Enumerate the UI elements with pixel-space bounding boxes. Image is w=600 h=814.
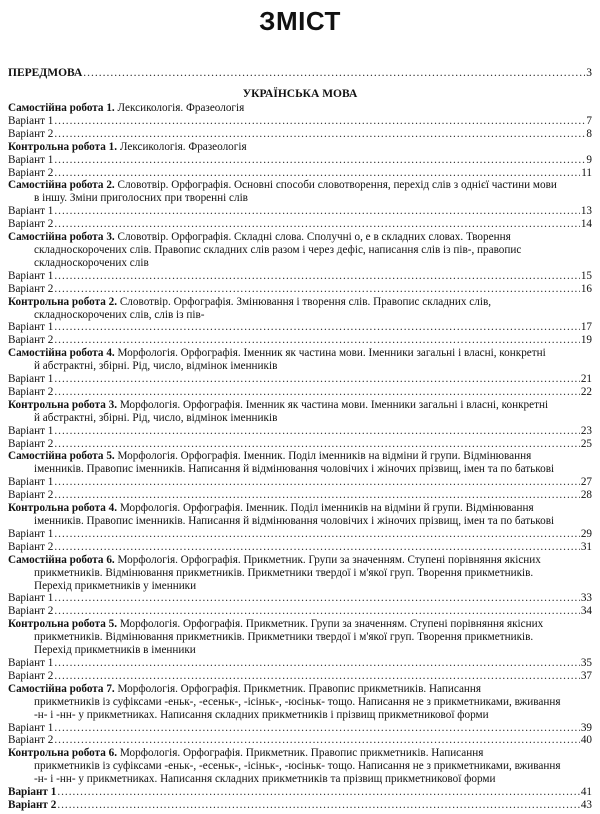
variant-row[interactable] bbox=[8, 657, 592, 670]
toc-entry bbox=[8, 296, 592, 348]
variant-label: Варіант 2 bbox=[8, 127, 54, 140]
entry-heading bbox=[8, 502, 592, 515]
variant-label: Варіант 1 bbox=[8, 269, 54, 282]
page-number: 23 bbox=[580, 424, 592, 437]
variant-label: Варіант 1 bbox=[8, 476, 54, 489]
leader-dots bbox=[83, 67, 585, 79]
entry-topic: Морфологія. Орфографія. Прикметник. Групи за значенням. Ступені порівняння якісних bbox=[117, 553, 541, 566]
variant-row[interactable] bbox=[8, 115, 592, 128]
toc-entry bbox=[8, 231, 592, 296]
variant-label: Варіант 1 bbox=[8, 205, 54, 218]
variant-label: Варіант 2 bbox=[8, 489, 54, 502]
page-number: 25 bbox=[580, 437, 592, 450]
entry-topic: Морфологія. Орфографія. Прикметник. Правопис прикметників. Написання bbox=[117, 682, 482, 695]
intro-page-number: 3 bbox=[586, 67, 592, 79]
leader-dots bbox=[54, 592, 579, 605]
entry-heading bbox=[8, 450, 592, 463]
entry-heading bbox=[8, 554, 592, 567]
variant-label: Варіант 2 bbox=[8, 437, 54, 450]
entry-topic: Лексикологія. Фразеологія bbox=[117, 102, 245, 114]
entry-topic: Морфологія. Орфографія. Іменник. Поділ іменників на відміни й групи. Відмінювання bbox=[119, 502, 534, 515]
entry-heading bbox=[8, 231, 592, 244]
leader-dots bbox=[54, 386, 579, 399]
variant-row[interactable] bbox=[8, 799, 592, 812]
variant-row[interactable] bbox=[8, 476, 592, 489]
page-number: 37 bbox=[580, 669, 592, 682]
entry-topic-continuation: -н- і -нн- у прикметниках. Написання складних прикметників та прізвищ прикметникової форми bbox=[34, 773, 496, 786]
entry-topic: Лексикологія. Фразеологія bbox=[119, 140, 247, 153]
entry-label: Самостійна робота 2. bbox=[8, 179, 115, 192]
toc-entry bbox=[8, 502, 592, 554]
page-number: 13 bbox=[580, 205, 592, 218]
leader-dots bbox=[54, 218, 579, 231]
entry-label: Контрольна робота 5. bbox=[8, 618, 118, 631]
leader-dots bbox=[54, 205, 579, 218]
entry-topic-continuation: складноскорочених слів. Правопис складних слів разом і через дефіс, написання слів із пів-, правопис bbox=[34, 243, 522, 256]
toc-intro-row[interactable] bbox=[8, 67, 592, 79]
section-heading: УКРАЇНСЬКА МОВА bbox=[242, 88, 358, 100]
variant-label: Варіант 2 bbox=[8, 166, 54, 179]
entry-label: Контрольна робота 2. bbox=[8, 295, 118, 308]
page-number: 34 bbox=[580, 605, 592, 618]
leader-dots bbox=[54, 154, 585, 167]
entry-label: Контрольна робота 4. bbox=[8, 502, 118, 515]
entry-topic-continuation: й абстрактні, збірні. Рід, число, відмінок іменників bbox=[34, 360, 278, 373]
entry-heading bbox=[8, 683, 592, 696]
variant-row[interactable] bbox=[8, 373, 592, 386]
variant-row[interactable] bbox=[8, 734, 592, 747]
leader-dots bbox=[54, 528, 579, 541]
page-number: 19 bbox=[580, 334, 592, 347]
page-number: 7 bbox=[586, 114, 592, 127]
page-number: 11 bbox=[581, 166, 592, 179]
variant-label: Варіант 2 bbox=[8, 282, 54, 295]
page-number: 8 bbox=[586, 127, 592, 140]
variant-label: Варіант 2 bbox=[8, 385, 54, 398]
leader-dots bbox=[54, 321, 579, 334]
entry-label: Самостійна робота 3. bbox=[8, 231, 115, 244]
entry-topic-continuation: прикметників. Відмінювання прикметників. Прикметники твердої і м'якої груп. Творення прикметників. bbox=[34, 566, 534, 579]
page-number: 16 bbox=[580, 282, 592, 295]
leader-dots bbox=[54, 425, 579, 438]
page-number: 22 bbox=[580, 385, 592, 398]
table-of-contents bbox=[8, 102, 592, 812]
entry-heading bbox=[8, 347, 592, 360]
entry-topic: Словотвір. Орфографія. Складні слова. Сполучні о, е в складних словах. Творення bbox=[117, 231, 511, 244]
entry-topic-continuation: складноскорочених слів, слів із пів- bbox=[34, 308, 205, 321]
leader-dots bbox=[54, 283, 579, 296]
entry-heading bbox=[8, 399, 592, 412]
variant-row[interactable] bbox=[8, 270, 592, 283]
entry-topic-continuation: іменників. Правопис іменників. Написання й відмінювання чоловічих і жіночих прізвищ, імен та по батькові bbox=[34, 463, 555, 476]
entry-label: Самостійна робота 4. bbox=[8, 347, 115, 360]
toc-entry bbox=[8, 554, 592, 619]
variant-label: Варіант 1 bbox=[8, 321, 54, 334]
entry-label: Контрольна робота 6. bbox=[8, 747, 118, 760]
variant-label: Варіант 1 bbox=[8, 656, 54, 669]
leader-dots bbox=[54, 722, 579, 735]
toc-entry bbox=[8, 399, 592, 451]
entry-label: Самостійна робота 7. bbox=[8, 682, 115, 695]
leader-dots bbox=[54, 270, 579, 283]
entry-heading bbox=[8, 141, 592, 154]
variant-row[interactable] bbox=[8, 205, 592, 218]
variant-row[interactable] bbox=[8, 541, 592, 554]
page-number: 31 bbox=[580, 540, 592, 553]
entry-topic-continuation: Перехід прикметників в іменники bbox=[34, 644, 196, 657]
page-number: 43 bbox=[580, 798, 592, 811]
leader-dots bbox=[54, 373, 579, 386]
entry-topic-continuation: прикметників із суфіксами -еньк-, -есеньк-, -ісіньк-, -юсіньк- тощо. Написання не з прикметниками, вживання bbox=[34, 760, 561, 773]
variant-row[interactable] bbox=[8, 154, 592, 167]
variant-label: Варіант 2 bbox=[8, 540, 54, 553]
variant-row[interactable] bbox=[8, 528, 592, 541]
entry-topic-continuation: Перехід прикметників у іменники bbox=[34, 579, 197, 592]
variant-label: Варіант 2 bbox=[8, 218, 54, 231]
entry-heading bbox=[8, 179, 592, 192]
entry-topic: Словотвір. Орфографія. Основні способи словотворення, перехід слів з однієї частини мови bbox=[117, 179, 557, 192]
variant-row[interactable] bbox=[8, 605, 592, 618]
page-number: 41 bbox=[580, 786, 592, 799]
leader-dots bbox=[54, 167, 580, 180]
entry-heading bbox=[8, 618, 592, 631]
variant-label: Варіант 1 bbox=[8, 592, 54, 605]
entry-topic: Морфологія. Орфографія. Прикметник. Правопис прикметників. Написання bbox=[119, 747, 484, 760]
variant-row[interactable] bbox=[8, 386, 592, 399]
leader-dots bbox=[54, 670, 579, 683]
leader-dots bbox=[57, 799, 580, 812]
entry-label: Самостійна робота 5. bbox=[8, 450, 115, 463]
entry-topic: Морфологія. Орфографія. Іменник як частина мови. Іменники загальні і власні, конкретні bbox=[117, 347, 546, 360]
variant-row[interactable] bbox=[8, 438, 592, 451]
entry-heading bbox=[8, 747, 592, 760]
toc-entry bbox=[8, 102, 592, 141]
entry-topic-continuation: складноскорочених слів bbox=[34, 256, 149, 269]
variant-row[interactable] bbox=[8, 167, 592, 180]
variant-row[interactable] bbox=[8, 670, 592, 683]
entry-label: Контрольна робота 3. bbox=[8, 398, 118, 411]
variant-row[interactable] bbox=[8, 321, 592, 334]
entry-topic-continuation: прикметників із суфіксами -еньк-, -есеньк-, -ісіньк-, -юсіньк- тощо. Написання не з прикметниками, вживання bbox=[34, 695, 561, 708]
page-number: 14 bbox=[580, 218, 592, 231]
variant-row[interactable] bbox=[8, 218, 592, 231]
page-number: 17 bbox=[580, 321, 592, 334]
toc-entry bbox=[8, 683, 592, 748]
page-title: ЗМІСТ bbox=[259, 6, 341, 36]
page-number: 40 bbox=[580, 734, 592, 747]
entry-topic: Морфологія. Орфографія. Іменник. Поділ іменників на відміни й групи. Відмінювання bbox=[117, 450, 532, 463]
page-number: 15 bbox=[580, 269, 592, 282]
variant-label: Варіант 1 bbox=[8, 527, 54, 540]
leader-dots bbox=[54, 115, 585, 128]
page-number: 33 bbox=[580, 592, 592, 605]
entry-heading bbox=[8, 102, 592, 115]
leader-dots bbox=[54, 476, 579, 489]
entry-topic: Морфологія. Орфографія. Прикметник. Групи за значенням. Ступені порівняння якісних bbox=[119, 618, 544, 631]
toc-entry bbox=[8, 179, 592, 231]
entry-topic-continuation: -н- і -нн- у прикметниках. Написання складних прикметників і прізвищ прикметникової форми bbox=[34, 708, 489, 721]
page-number: 35 bbox=[580, 656, 592, 669]
variant-row[interactable] bbox=[8, 592, 592, 605]
variant-row[interactable] bbox=[8, 128, 592, 141]
leader-dots bbox=[54, 541, 579, 554]
entry-label: Контрольна робота 1. bbox=[8, 140, 118, 153]
leader-dots bbox=[54, 657, 579, 670]
variant-label: Варіант 2 bbox=[8, 605, 54, 618]
variant-row[interactable] bbox=[8, 334, 592, 347]
leader-dots bbox=[57, 786, 580, 799]
variant-row[interactable] bbox=[8, 722, 592, 735]
leader-dots bbox=[54, 489, 579, 502]
page-number: 39 bbox=[580, 721, 592, 734]
variant-label: Варіант 1 bbox=[8, 114, 54, 127]
variant-label: Варіант 1 bbox=[8, 153, 54, 166]
variant-label: Варіант 2 bbox=[8, 334, 54, 347]
variant-row[interactable] bbox=[8, 489, 592, 502]
page-number: 27 bbox=[580, 476, 592, 489]
leader-dots bbox=[54, 734, 579, 747]
variant-label: Варіант 1 bbox=[8, 373, 54, 386]
variant-label: Варіант 2 bbox=[8, 734, 54, 747]
intro-label: ПЕРЕДМОВА bbox=[8, 67, 83, 79]
entry-topic: Морфологія. Орфографія. Іменник як частина мови. Іменники загальні і власні, конкретні bbox=[119, 398, 549, 411]
entry-label: Самостійна робота 6. bbox=[8, 553, 115, 566]
variant-label: Варіант 2 bbox=[8, 798, 57, 811]
entry-topic-continuation: іменників. Правопис іменників. Написання й відмінювання чоловічих і жіночих прізвищ, імен та по батькові bbox=[34, 515, 555, 527]
variant-label: Варіант 1 bbox=[8, 721, 54, 734]
variant-row[interactable] bbox=[8, 786, 592, 799]
entry-heading bbox=[8, 296, 592, 309]
toc-entry bbox=[8, 747, 592, 812]
leader-dots bbox=[54, 438, 579, 451]
variant-row[interactable] bbox=[8, 425, 592, 438]
entry-label: Самостійна робота 1. bbox=[8, 102, 115, 114]
leader-dots bbox=[54, 605, 579, 618]
page-number: 9 bbox=[586, 153, 592, 166]
leader-dots bbox=[54, 128, 585, 141]
entry-topic-continuation: прикметників. Відмінювання прикметників. Прикметники твердої і м'якої груп. Творення прикметників. bbox=[34, 631, 534, 644]
leader-dots bbox=[54, 334, 579, 347]
page-number: 28 bbox=[580, 489, 592, 502]
toc-entry bbox=[8, 141, 592, 180]
entry-topic-continuation: в іншу. Зміни приголосних при творенні слів bbox=[34, 192, 248, 205]
toc-entry bbox=[8, 618, 592, 683]
page-number: 29 bbox=[580, 527, 592, 540]
variant-label: Варіант 1 bbox=[8, 424, 54, 437]
page-number: 21 bbox=[580, 373, 592, 386]
variant-label: Варіант 1 bbox=[8, 786, 57, 799]
entry-topic: Словотвір. Орфографія. Змінювання і творення слів. Правопис складних слів, bbox=[119, 295, 492, 308]
toc-entry bbox=[8, 347, 592, 399]
variant-label: Варіант 2 bbox=[8, 669, 54, 682]
toc-entry bbox=[8, 450, 592, 502]
variant-row[interactable] bbox=[8, 283, 592, 296]
entry-topic-continuation: й абстрактні, збірні. Рід, число, відмінок іменників bbox=[34, 411, 278, 424]
